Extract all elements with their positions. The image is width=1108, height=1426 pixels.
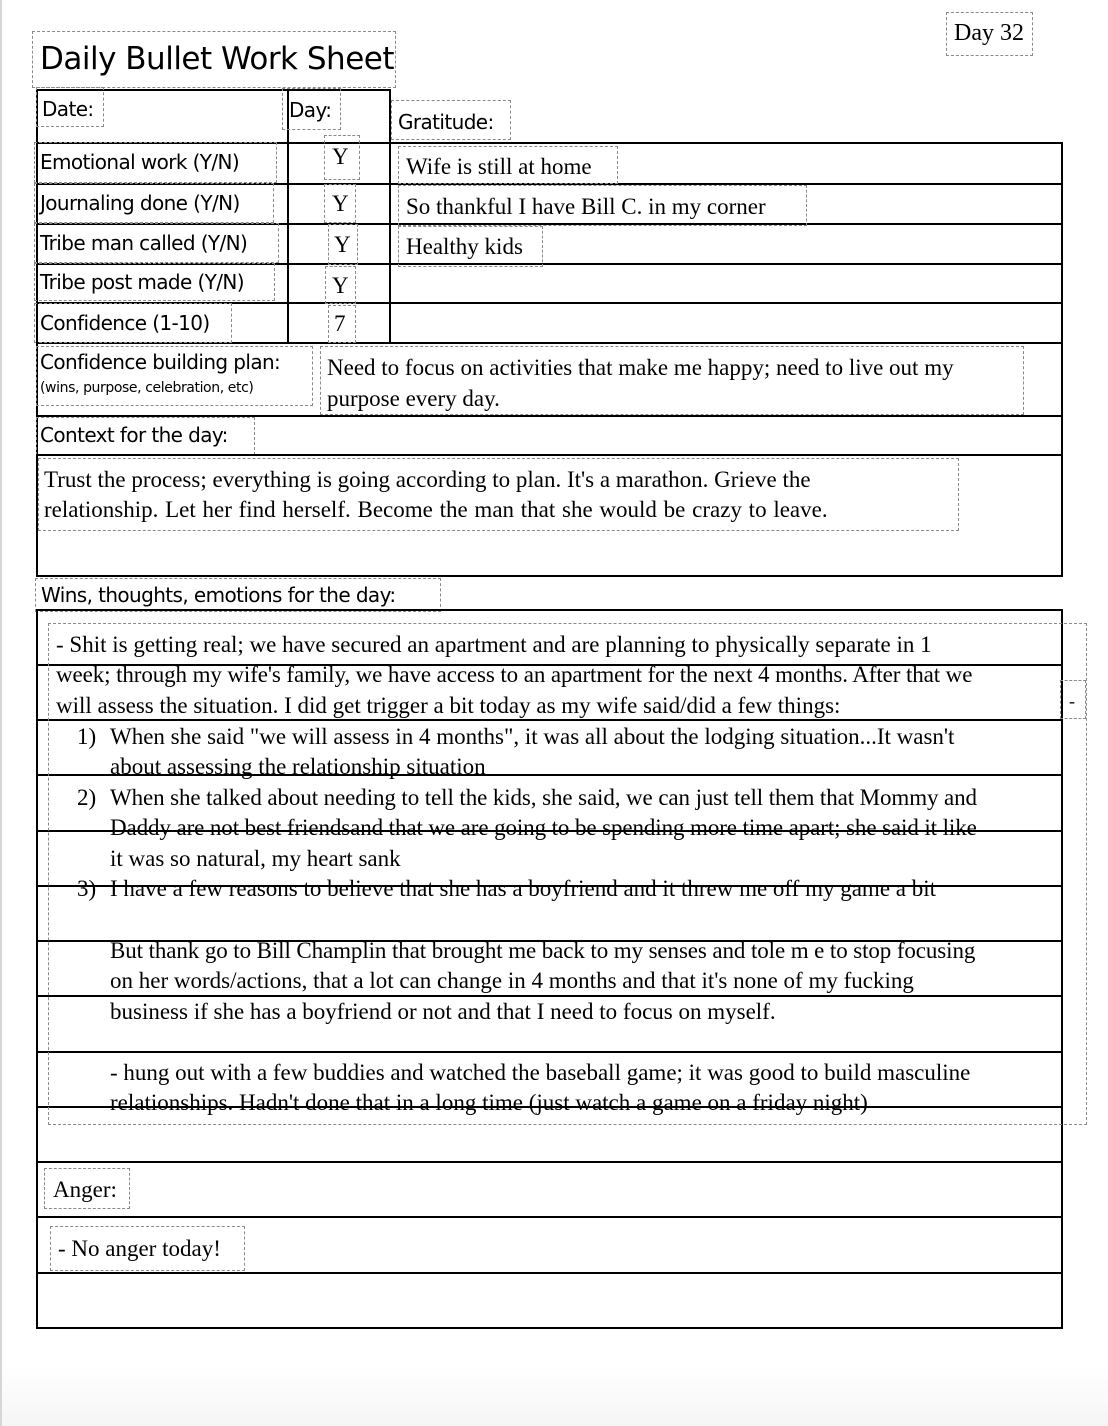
- wins-intro-line: week; through my wife's family, we have access to an apartment for the next 4 months. After that we: [56, 662, 973, 687]
- wins-para-line: relationships. Hadn't done that in a long time (just watch a game on a friday night): [110, 1090, 868, 1115]
- day-field[interactable]: [342, 91, 387, 139]
- gratitude-item: Healthy kids: [406, 234, 523, 259]
- date-field[interactable]: [104, 91, 284, 139]
- wins-list-line: When she talked about needing to tell the kids, she said, we can just tell them that Mommy and: [110, 785, 977, 810]
- checklist-label-emotional-work: Emotional work (Y/N): [40, 150, 240, 174]
- wins-label: Wins, thoughts, emotions for the day:: [41, 583, 396, 607]
- page-title: Daily Bullet Work Sheet: [40, 41, 394, 77]
- wins-intro-line: - Shit is getting real; we have secured an apartment and are planning to physically separate in 1: [56, 632, 932, 657]
- date-label: Date:: [42, 97, 94, 121]
- wins-list-line: Daddy are not best friendsand that we are going to be spending more time apart; she said it like: [110, 815, 977, 840]
- confidence-plan-sublabel: (wins, purpose, celebration, etc): [40, 380, 254, 396]
- anger-entry: - No anger today!: [58, 1236, 221, 1261]
- gratitude-item: Wife is still at home: [406, 154, 592, 179]
- confidence-plan-label: Confidence building plan:: [40, 350, 281, 374]
- wins-para-line: But thank go to Bill Champlin that brought me back to my senses and tole m e to stop focusing: [110, 938, 976, 963]
- checklist-label-tribe-post: Tribe post made (Y/N): [40, 270, 244, 294]
- row-rule: [36, 1327, 1063, 1329]
- checklist-label-confidence: Confidence (1-10): [40, 311, 210, 335]
- wins-list-number: 2): [77, 785, 97, 810]
- confidence-plan-line: purpose every day.: [327, 386, 500, 411]
- wins-para-line: - hung out with a few buddies and watched the baseball game; it was good to build masculine: [110, 1060, 971, 1085]
- wins-list-line: about assessing the relationship situation: [110, 754, 486, 779]
- checklist-value-emotional-work: Y: [332, 144, 349, 169]
- wins-list-number: 3): [77, 876, 97, 901]
- table-border: [1061, 142, 1063, 577]
- gratitude-label: Gratitude:: [398, 110, 494, 134]
- row-rule: [36, 609, 1063, 611]
- table-border: [36, 610, 38, 1328]
- checklist-label-tribe-man: Tribe man called (Y/N): [40, 231, 248, 255]
- wins-list-line: When she said "we will assess in 4 months", it was all about the lodging situation...It wasn't: [110, 724, 955, 749]
- context-line: relationship. Let her find herself. Become the man that she would be crazy to leave.: [44, 497, 828, 522]
- gratitude-item-empty[interactable]: [392, 265, 1060, 301]
- wins-para-line: business if she has a boyfriend or not and that I need to focus on myself.: [110, 999, 776, 1024]
- context-line: Trust the process; everything is going according to plan. It's a marathon. Grieve the: [44, 467, 811, 492]
- checklist-value-confidence: 7: [334, 311, 346, 336]
- day-label: Day:: [289, 98, 332, 122]
- checklist-value-tribe-post: Y: [332, 273, 349, 298]
- row-rule: [36, 1272, 1063, 1274]
- wins-list-number: 1): [77, 724, 97, 749]
- wins-intro-line: will assess the situation. I did get trigger a bit today as my wife said/did a few things:: [56, 693, 841, 718]
- row-rule: [36, 1161, 1063, 1163]
- wins-list-line: I have a few reasons to believe that she has a boyfriend and it threw me off my game a bit: [110, 876, 937, 901]
- checklist-value-journaling: Y: [332, 191, 349, 216]
- gratitude-item-empty[interactable]: [392, 304, 1060, 341]
- overflow-marker: -: [1069, 691, 1075, 711]
- day-badge: Day 32: [954, 20, 1024, 46]
- wins-para-line: on her words/actions, that a lot can change in 4 months and that it's none of my fucking: [110, 968, 914, 993]
- row-rule: [36, 1216, 1063, 1218]
- checklist-label-journaling: Journaling done (Y/N): [40, 191, 240, 215]
- row-rule: [36, 575, 1063, 577]
- context-label: Context for the day:: [40, 423, 228, 447]
- page-edge: [0, 0, 2, 1426]
- anger-label: Anger:: [53, 1177, 117, 1202]
- row-rule: [36, 454, 1063, 456]
- confidence-plan-line: Need to focus on activities that make me happy; need to live out my: [327, 355, 954, 380]
- wins-list-line: it was so natural, my heart sank: [110, 846, 401, 871]
- checklist-value-tribe-man: Y: [334, 232, 351, 257]
- gratitude-item: So thankful I have Bill C. in my corner: [406, 194, 766, 219]
